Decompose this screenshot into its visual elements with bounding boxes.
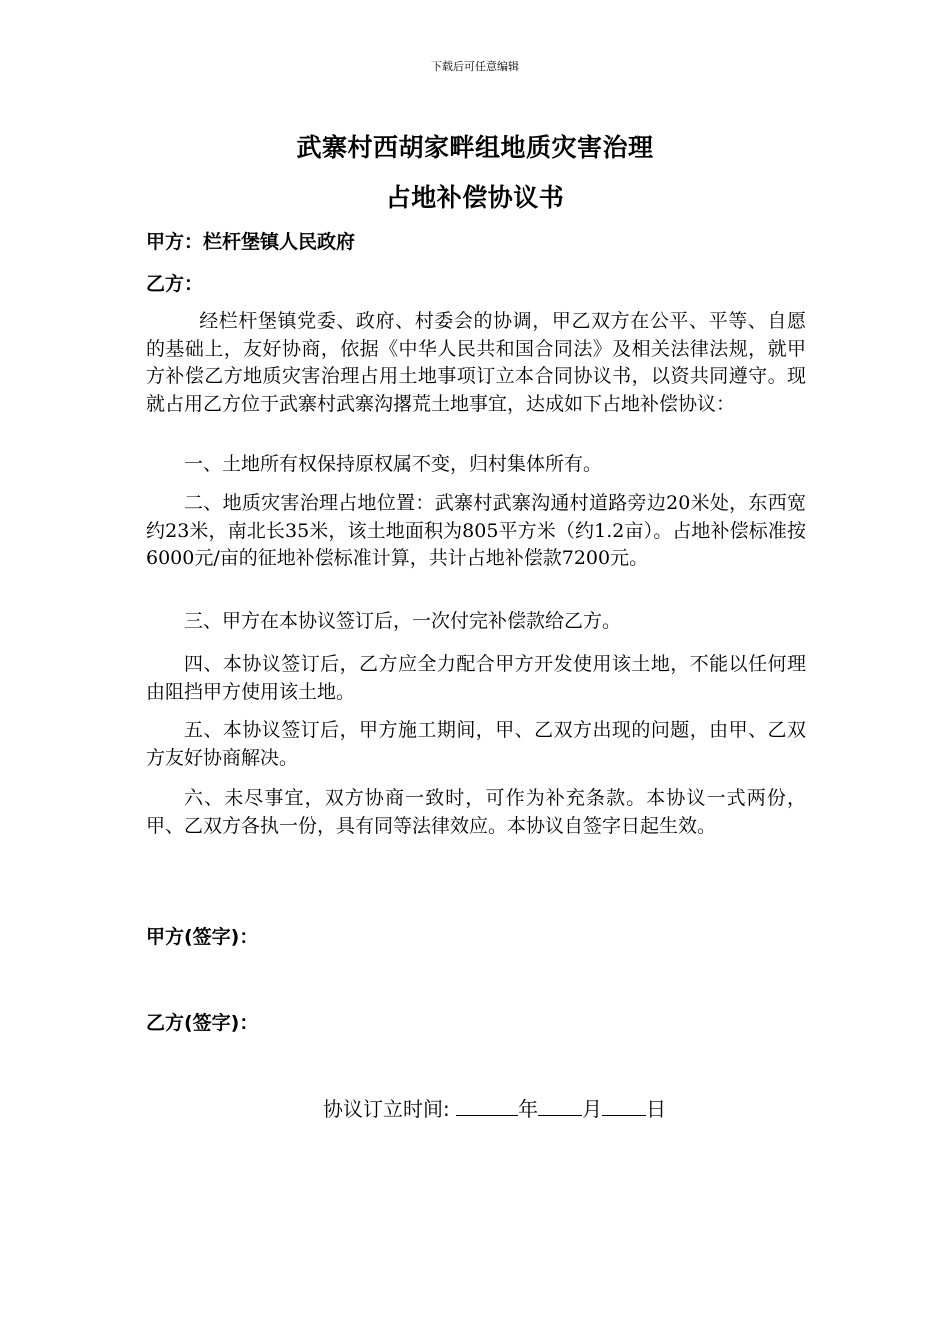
date-label: 协议订立时间: [323,1097,457,1121]
clause-3-paragraph: 三、甲方在本协议签订后，一次付完补偿款给乙方。 [184,610,622,632]
document-title-line-2: 占地补偿协议书 [385,183,565,212]
agreement-date-line [323,1093,666,1122]
clause-6-paragraph: 六、未尽事宜，双方协商一致时，可作为补充条款。本协议一式两份，甲、乙双方各执一份，具有同等法律效应。本协议自签字日起生效。 [146,787,806,837]
month-blank [538,1097,582,1116]
header-note: 下载后可任意编辑 [431,60,519,73]
clause-1-paragraph: 一、土地所有权保持原权属不变，归村集体所有。 [184,453,603,475]
party-a-label: 甲方：栏杆堡镇人民政府 [146,231,356,253]
clause-2-paragraph: 二、地质灾害治理占地位置：武寨村武寨沟通村道路旁边20米处，东西宽约23米，南北长35米，该土地面积为805平方米（约1.2亩）。占地补偿标准按6000元/亩的征地补偿标准计算，共计占地补偿款7200元。 [146,492,806,569]
clause-4-paragraph: 四、本协议签订后，乙方应全力配合甲方开发使用该土地，不能以任何理由阻挡甲方使用该土地。 [146,653,806,703]
party-b-label: 乙方： [146,273,204,295]
year-label: 年 [518,1097,539,1121]
document-title-line-1: 武寨村西胡家畔组地质灾害治理 [296,133,654,162]
day-blank [602,1097,646,1116]
party-b-signature-label: 乙方(签字)： [146,1012,259,1034]
clause-5-paragraph: 五、本协议签订后，甲方施工期间，甲、乙双方出现的问题，由甲、乙双方友好协商解决。 [146,719,806,769]
intro-paragraph: 经栏杆堡镇党委、政府、村委会的协调，甲乙双方在公平、平等、自愿的基础上，友好协商，依据《中华人民共和国合同法》及相关法律法规，就甲方补偿乙方地质灾害治理占用土地事项订立本合同协议书，以资共同遵守。现就占用乙方位于武寨村武寨沟撂荒土地事宜，达成如下占地补偿协议： [146,310,806,415]
day-label: 日 [646,1097,667,1121]
year-blank [456,1097,518,1116]
month-label: 月 [582,1097,603,1121]
party-a-signature-label: 甲方(签字)： [146,926,259,948]
